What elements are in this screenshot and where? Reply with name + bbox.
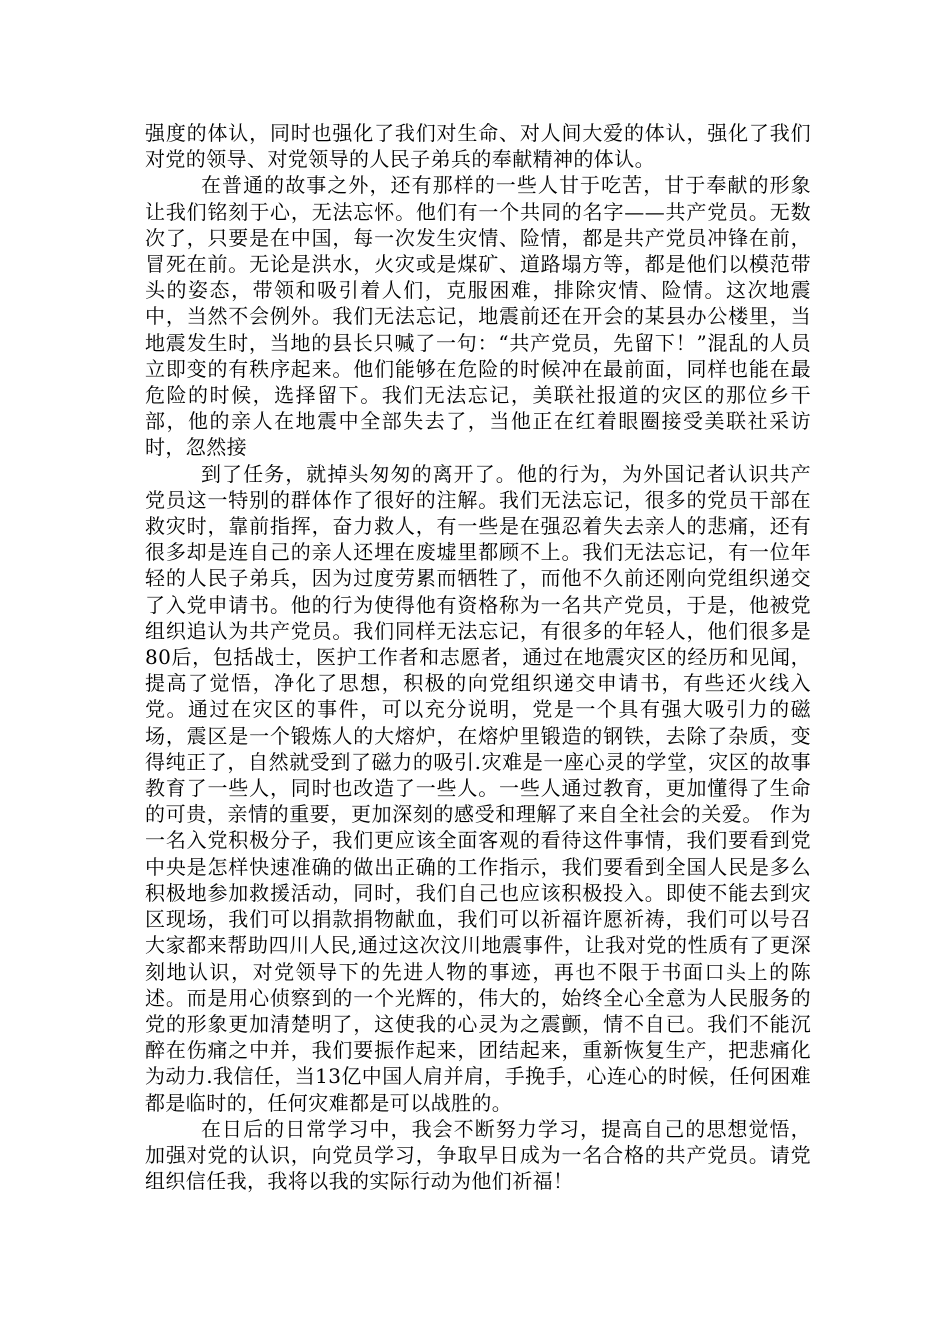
body-text [145,120,811,1194]
paragraph-2: 在普通的故事之外，还有那样的一些人甘于吃苦，甘于奉献的形象让我们铭刻于心，无法忘怀。他们有一个共同的名字——共产党员。无数次了，只要是在中国，每一次发生灾情、险情，都是共产党员冲锋在前，冒死在前。无论是洪水，火灾或是煤矿、道路塌方等，都是他们以模范带头的姿态，带领和吸引着人们，克服困难，排除灾情、险情。这次地震中，当然不会例外。我们无法忘记，地震前还在开会的某县办公楼里，当地震发生时，当地的县长只喊了一句：“共产党员，先留下！”混乱的人员立即变的有秩序起来。他们能够在危险的时候冲在最前面，同样也能在最危险的时候，选择留下。我们无法忘记，美联社报道的灾区的那位乡干部，他的亲人在地震中全部失去了，当他正在红着眼圈接受美联社采访时，忽然接 [145,173,811,460]
paragraph-1: 强度的体认，同时也强化了我们对生命、对人间大爱的体认，强化了我们对党的领导、对党领导的人民子弟兵的奉献精神的体认。 [145,121,811,172]
paragraph-4: 在日后的日常学习中，我会不断努力学习，提高自己的思想觉悟，加强对党的认识，向党员学习，争取早日成为一名合格的共产党员。请党组织信任我，我将以我的实际行动为他们祈福！ [145,1116,811,1194]
paragraph-3: 到了任务，就掉头匆匆的离开了。他的行为，为外国记者认识共产党员这一特别的群体作了很好的注解。我们无法忘记，很多的党员干部在救灾时，靠前指挥，奋力救人，有一些是在强忍着失去亲人的悲痛，还有很多却是连自己的亲人还埋在废墟里都顾不上。我们无法忘记，有一位年轻的人民子弟兵，因为过度劳累而牺牲了，而他不久前还刚向党组织递交了入党申请书。他的行为使得他有资格称为一名共产党员，于是，他被党组织追认为共产党员。我们同样无法忘记，有很多的年轻人，他们很多是80后，包括战士，医护工作者和志愿者，通过在地震灾区的经历和见闻，提高了觉悟，净化了思想，积极的向党组织递交申请书，有些还火线入党。通过在灾区的事件，可以充分说明，党是一个具有强大吸引力的磁场，震区是一个锻炼人的大熔炉，在熔炉里锻造的钢铁，去除了杂质，变得纯正了，自然就受到了磁力的吸引.灾难是一座心灵的学堂，灾区的故事教育了一些人，同时也改造了一些人。一些人通过教育，更加懂得了生命的可贵，亲情的重要，更加深刻的感受和理解了来自全社会的关爱。 作为一名入党积极分子，我们更应该全面客观的看待这件事情，我们要看到党中央是怎样快速准确的做出正确的工作指示，我们要看到全国人民是多么积极地参加救援活动，同时，我们自己也应该积极投入。即使不能去到灾区现场，我们可以捐款捐物献血，我们可以祈福许愿祈祷，我们可以号召大家都来帮助四川人民,通过这次汶川地震事件，让我对党的性质有了更深刻地认识，对党领导下的先进人物的事迹，再也不限于书面口头上的陈述。而是用心侦察到的一个光辉的，伟大的，始终全心全意为人民服务的党的形象更加清楚明了，这使我的心灵为之震颤，情不自已。我们不能沉醉在伤痛之中并，我们要振作起来，团结起来，重新恢复生产，把悲痛化为动力.我信任，当13亿中国人肩并肩，手挽手，心连心的时候，任何困难都是临时的，任何灾难都是可以战胜的。 [145,461,811,1115]
